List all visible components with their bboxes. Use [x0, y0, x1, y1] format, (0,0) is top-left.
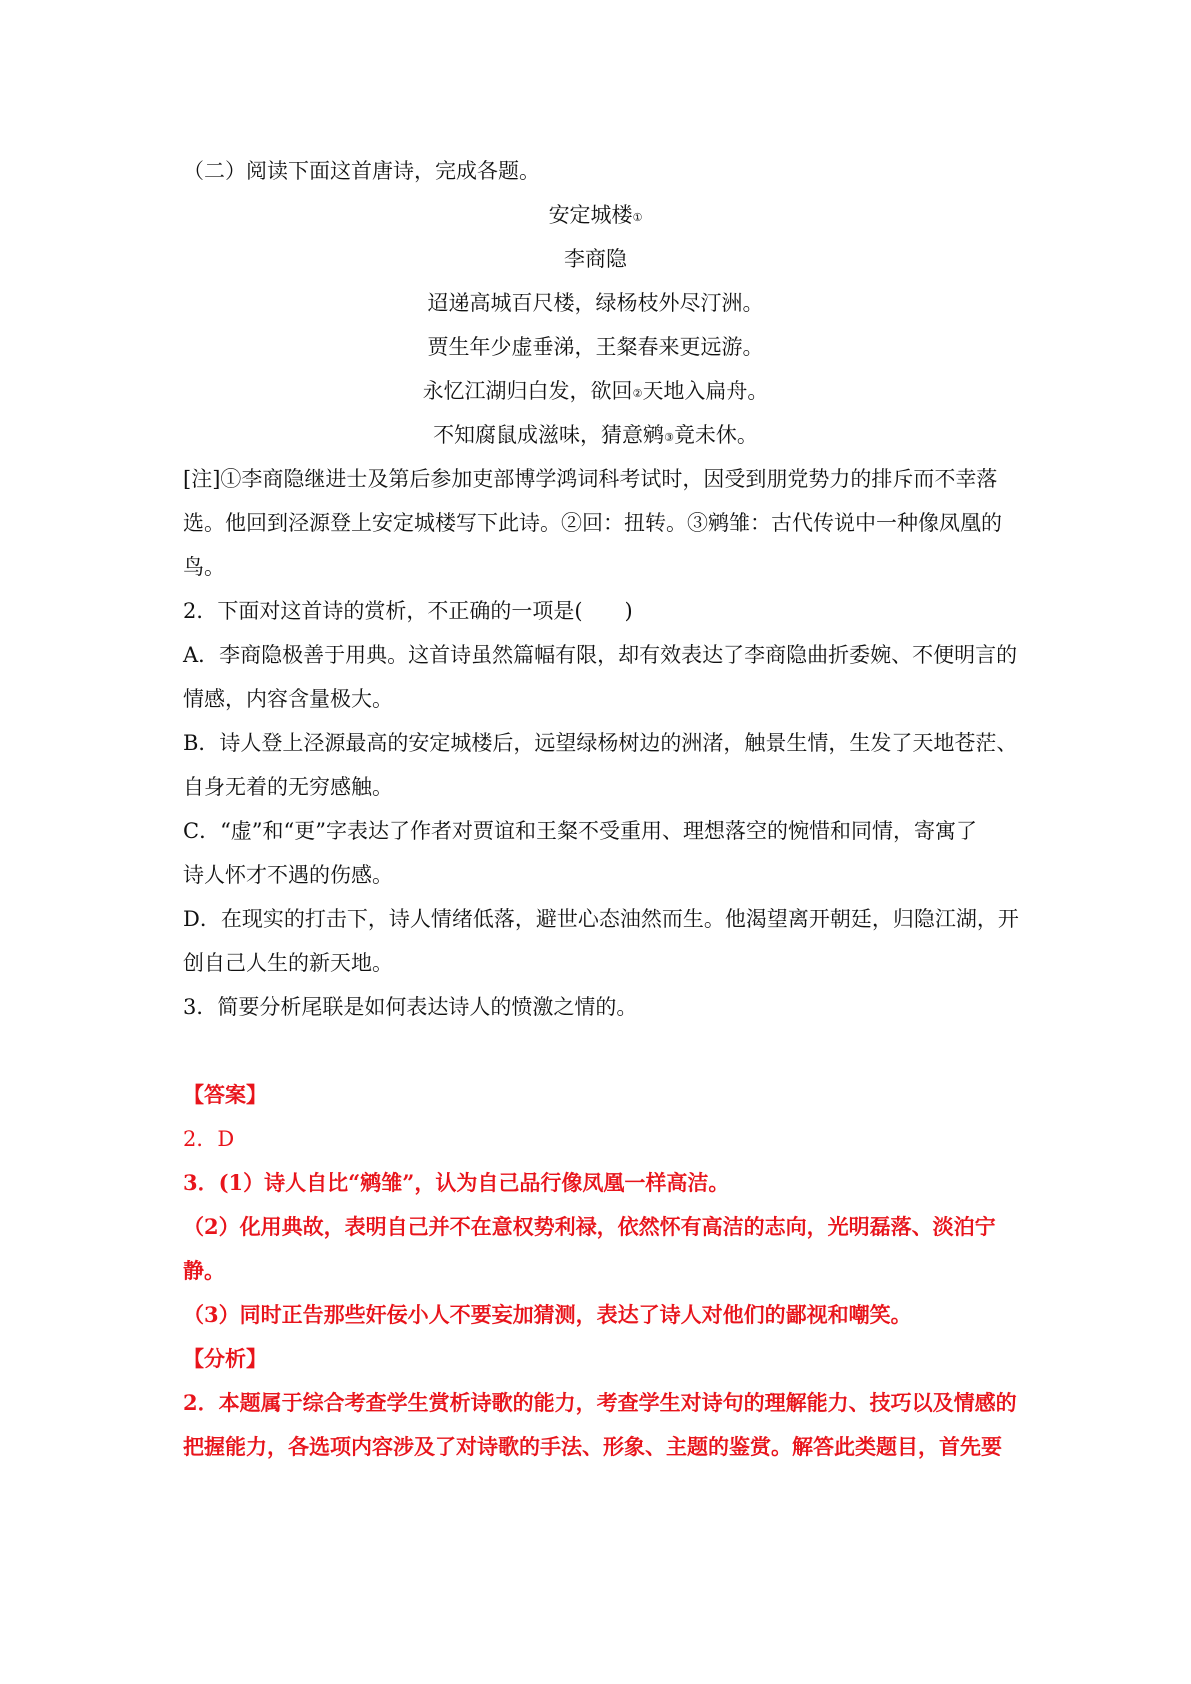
- answer-q2: 2．D: [183, 1127, 235, 1151]
- notes-line-2: 选。他回到泾源登上安定城楼写下此诗。②回：扭转。③鹓雏：古代传说中一种像凤凰的: [183, 511, 1002, 535]
- poem-line-3-part-b: 天地入扁舟。: [642, 379, 769, 403]
- poem-title: [0, 200, 1191, 233]
- poem-line-4-note-marker: ③: [664, 431, 674, 444]
- poem-line-2: 贾生年少虚垂涕，王粲春来更远游。: [427, 335, 764, 359]
- answer-q3-point-2-line-1: （2）化用典故，表明自己并不在意权势利禄，依然怀有高洁的志向，光明磊落、淡泊宁: [183, 1214, 996, 1239]
- option-a-line-2: 情感，内容含量极大。: [183, 687, 393, 711]
- notes-line-1: [注]①李商隐继进士及第后参加吏部博学鸿词科考试时，因受到朋党势力的排斥而不幸落: [183, 467, 998, 491]
- poem-line-4: [0, 420, 1191, 453]
- poem-line-3-part-a: 永忆江湖归白发，欲回: [422, 379, 633, 403]
- poem-title-text: 安定城楼: [548, 203, 633, 227]
- analysis-heading: 【分析】: [183, 1346, 267, 1371]
- question-2-stem: 2．下面对这首诗的赏析，不正确的一项是( ): [183, 599, 633, 623]
- poem-title-note-marker: ①: [632, 211, 643, 224]
- analysis-line-1: 2．本题属于综合考查学生赏析诗歌的能力，考查学生对诗句的理解能力、技巧以及情感的: [183, 1390, 1017, 1415]
- poem-line-3-note-marker: ②: [632, 387, 643, 400]
- analysis-line-2: 把握能力，各选项内容涉及了对诗歌的手法、形象、主题的鉴赏。解答此类题目，首先要: [183, 1434, 1002, 1459]
- section-intro: （二）阅读下面这首唐诗，完成各题。: [183, 159, 540, 183]
- question-3-stem: 3．简要分析尾联是如何表达诗人的愤激之情的。: [183, 995, 638, 1019]
- answer-heading: 【答案】: [183, 1082, 267, 1107]
- poem-author: 李商隐: [564, 247, 627, 271]
- poem-line-1: 迢递高城百尺楼，绿杨枝外尽汀洲。: [427, 291, 764, 315]
- option-c-line-2: 诗人怀才不遇的伤感。: [183, 863, 393, 887]
- option-b-line-1: B．诗人登上泾源最高的安定城楼后，远望绿杨树边的洲渚，触景生情，生发了天地苍茫、: [183, 731, 1018, 755]
- poem-line-4-part-b: 竟未休。: [673, 423, 758, 447]
- option-c-line-1: C．“虚”和“更”字表达了作者对贾谊和王粲不受重用、理想落空的惋惜和同情，寄寓了: [183, 819, 978, 843]
- option-d-line-1: D．在现实的打击下，诗人情绪低落，避世心态油然而生。他渴望离开朝廷，归隐江湖，开: [183, 907, 1019, 931]
- poem-line-3: [0, 376, 1191, 409]
- answer-q3-point-2-line-2: 静。: [183, 1258, 225, 1283]
- notes-line-3: 鸟。: [183, 555, 225, 579]
- answer-q3-point-3: （3）同时正告那些奸佞小人不要妄加猜测，表达了诗人对他们的鄙视和嘲笑。: [183, 1302, 912, 1327]
- option-b-line-2: 自身无着的无穷感触。: [183, 775, 393, 799]
- option-d-line-2: 创自己人生的新天地。: [183, 951, 393, 975]
- answer-q3-point-1: 3．(1）诗人自比“鹓雏”，认为自己品行像凤凰一样高洁。: [183, 1170, 730, 1195]
- poem-line-4-part-a: 不知腐鼠成滋味，猜意鹓: [433, 423, 665, 447]
- option-a-line-1: A．李商隐极善于用典。这首诗虽然篇幅有限，却有效表达了李商隐曲折委婉、不便明言的: [183, 643, 1018, 667]
